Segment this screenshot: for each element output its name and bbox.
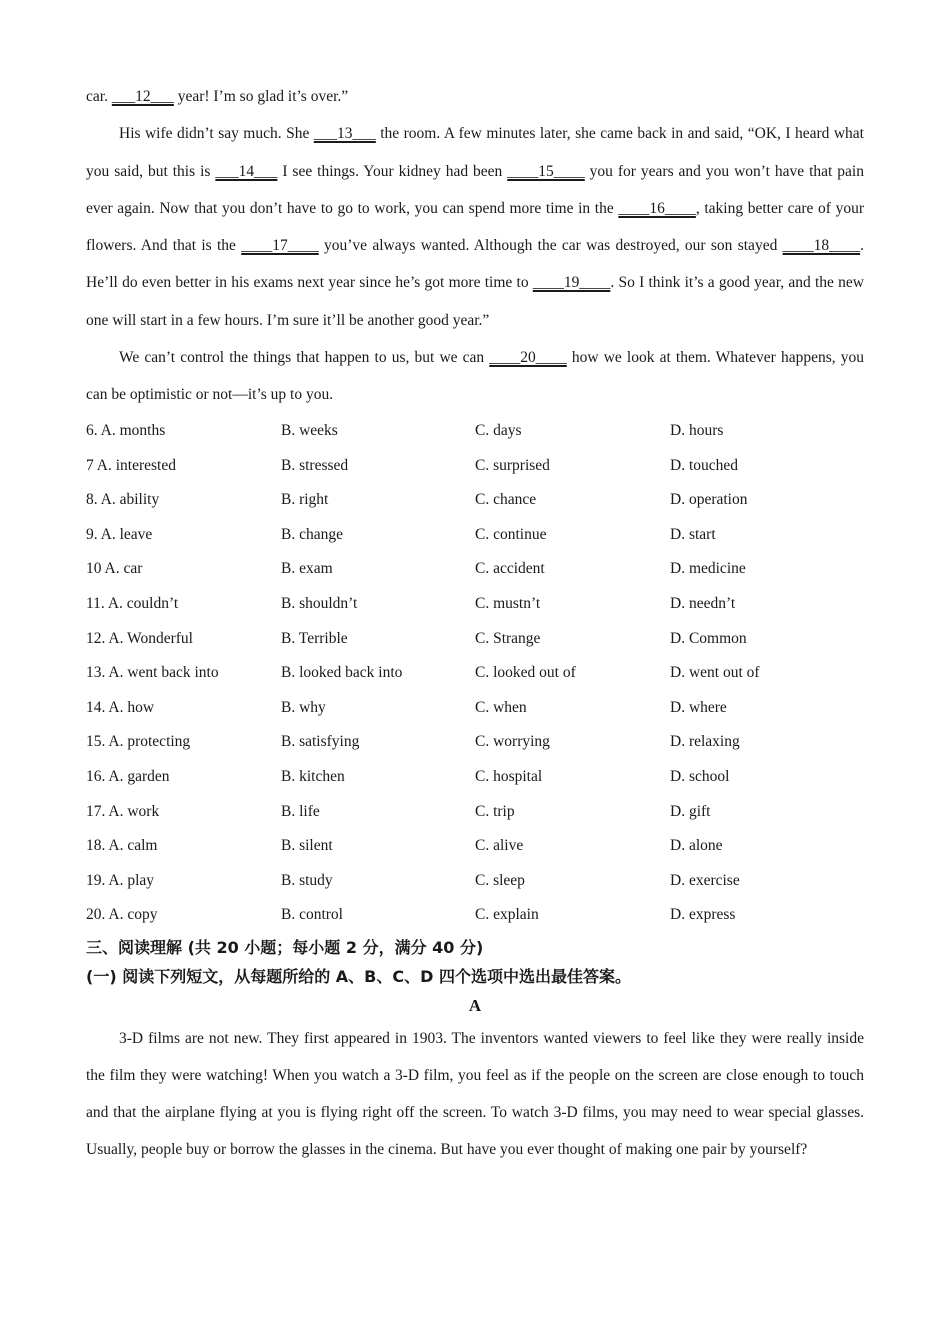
reading-passage-text: 3-D films are not new. They first appeared in 1903. The inventors wanted viewers to feel like they were really inside the film they were watching! When you watch a 3-D film, you feel as if the people on the screen are close enough to touch and that the airplane flying at you is flying right off the screen. To watch 3-D films, you may need to wear special glasses. Usually, people buy or borrow the glasses in the cinema. But have you ever thought of making one pair by yourself? <box>86 1029 864 1159</box>
option-d: D. needn’t <box>670 594 736 612</box>
blank-16: ____16____ <box>618 199 696 217</box>
option-a: 11. A. couldn’t <box>86 594 179 612</box>
option-b: B. kitchen <box>281 767 345 785</box>
text: I see things. Your kidney had been <box>277 162 508 180</box>
option-c: C. hospital <box>475 767 543 785</box>
option-row <box>86 414 864 449</box>
option-a: 14. A. how <box>86 698 155 716</box>
option-a: 12. A. Wonderful <box>86 629 193 647</box>
passage-paragraph-3 <box>86 339 864 414</box>
option-b: B. Terrible <box>281 629 348 647</box>
option-c: C. trip <box>475 802 515 820</box>
options-table <box>86 414 864 933</box>
option-c: C. continue <box>475 525 547 543</box>
text: . So I think it’s a good year, and the new one will start in a few hours. I’m sure it’ll be another good year.” <box>86 274 864 329</box>
option-a: 19. A. play <box>86 871 155 889</box>
option-a: 13. A. went back into <box>86 664 219 682</box>
option-a: 16. A. garden <box>86 767 170 785</box>
blank-15: ____15____ <box>507 162 585 180</box>
text: how we look at them. Whatever happens, you can be optimistic or not—it’s up to you. <box>86 349 865 404</box>
blank-14: ___14___ <box>215 162 278 180</box>
text: . He’ll do even better in his exams next year since he’s got more time to <box>86 237 864 292</box>
option-a: 17. A. work <box>86 802 160 820</box>
option-c: C. chance <box>475 491 537 509</box>
option-row <box>86 690 864 725</box>
option-d: D. operation <box>670 491 748 509</box>
option-b: B. why <box>281 698 326 716</box>
option-a: 20. A. copy <box>86 906 158 924</box>
option-row <box>86 621 864 656</box>
option-c: C. mustn’t <box>475 594 541 612</box>
option-row <box>86 863 864 898</box>
blank-19: ____19____ <box>532 274 611 292</box>
option-b: B. silent <box>281 837 333 855</box>
option-row <box>86 517 864 552</box>
option-c: C. days <box>475 421 522 439</box>
option-c: C. Strange <box>475 629 541 647</box>
option-row <box>86 587 864 622</box>
section-heading: 三、阅读理解 (共 20 小题；每小题 2 分，满分 40 分) <box>86 937 484 957</box>
option-a: 15. A. protecting <box>86 733 191 751</box>
option-b: B. exam <box>281 560 333 578</box>
text: We can’t control the things that happen to us, but we can <box>119 349 490 367</box>
option-row <box>86 829 864 864</box>
blank-18: ____18____ <box>782 237 861 255</box>
document-page <box>86 78 864 1169</box>
option-c: C. explain <box>475 906 539 924</box>
option-b: B. study <box>281 871 333 889</box>
option-b: B. control <box>281 906 343 924</box>
option-row <box>86 483 864 518</box>
option-d: D. exercise <box>670 871 740 889</box>
option-d: D. start <box>670 525 716 543</box>
option-row <box>86 760 864 795</box>
option-a: 8. A. ability <box>86 491 160 509</box>
option-c: C. accident <box>475 560 545 578</box>
option-d: D. gift <box>670 802 711 820</box>
option-a: 18. A. calm <box>86 837 158 855</box>
option-d: D. express <box>670 906 736 924</box>
option-b: B. satisfying <box>281 733 360 751</box>
text: His wife didn’t say much. She <box>119 125 314 143</box>
passage-title: A <box>468 995 482 1015</box>
option-a: 6. A. months <box>86 421 166 439</box>
option-d: D. alone <box>670 837 723 855</box>
text: year! I’m so glad it’s over.” <box>173 88 349 105</box>
blank-12: ___12___ <box>111 88 174 105</box>
text: you’ve always wanted. Although the car was destroyed, our son stayed <box>318 237 783 255</box>
passage-paragraph-2 <box>86 115 864 339</box>
section-subheading: (一) 阅读下列短文，从每题所给的 A、B、C、D 四个选项中选出最佳答案。 <box>86 966 631 986</box>
option-row <box>86 552 864 587</box>
option-d: D. touched <box>670 456 739 474</box>
option-c: C. looked out of <box>475 664 576 682</box>
blank-20: ____20____ <box>489 349 567 367</box>
option-d: D. hours <box>670 421 724 439</box>
option-b: B. shouldn’t <box>281 594 358 612</box>
option-d: D. relaxing <box>670 733 740 751</box>
option-c: C. alive <box>475 837 524 855</box>
passage-paragraph-1 <box>86 78 864 115</box>
option-d: D. Common <box>670 629 747 647</box>
option-row <box>86 656 864 691</box>
option-c: C. sleep <box>475 871 525 889</box>
option-row <box>86 794 864 829</box>
option-b: B. looked back into <box>281 664 403 682</box>
option-row <box>86 448 864 483</box>
option-b: B. change <box>281 525 343 543</box>
option-a: 10 A. car <box>86 560 143 578</box>
option-b: B. stressed <box>281 456 349 474</box>
blank-17: ____17____ <box>241 237 319 255</box>
option-b: B. life <box>281 802 320 820</box>
text: you for years and you won’t have that pain ever again. Now that you don’t have to go to work, you can spend more time in the <box>86 162 864 217</box>
option-d: D. school <box>670 767 730 785</box>
option-c: C. worrying <box>475 733 550 751</box>
option-d: D. where <box>670 698 727 716</box>
option-row <box>86 898 864 933</box>
option-b: B. weeks <box>281 421 338 439</box>
blank-13: ___13___ <box>313 125 376 143</box>
text: the room. A few minutes later, she came back in and said, “OK, I heard what you said, but this is <box>86 125 864 180</box>
option-a: 9. A. leave <box>86 525 153 543</box>
option-d: D. went out of <box>670 664 760 682</box>
option-a: 7 A. interested <box>86 456 176 474</box>
option-row <box>86 725 864 760</box>
option-c: C. when <box>475 698 527 716</box>
option-c: C. surprised <box>475 456 550 474</box>
text: , taking better care of your flowers. And that is the <box>86 199 864 255</box>
text: car. <box>86 88 112 105</box>
option-d: D. medicine <box>670 560 746 578</box>
option-b: B. right <box>281 491 329 509</box>
